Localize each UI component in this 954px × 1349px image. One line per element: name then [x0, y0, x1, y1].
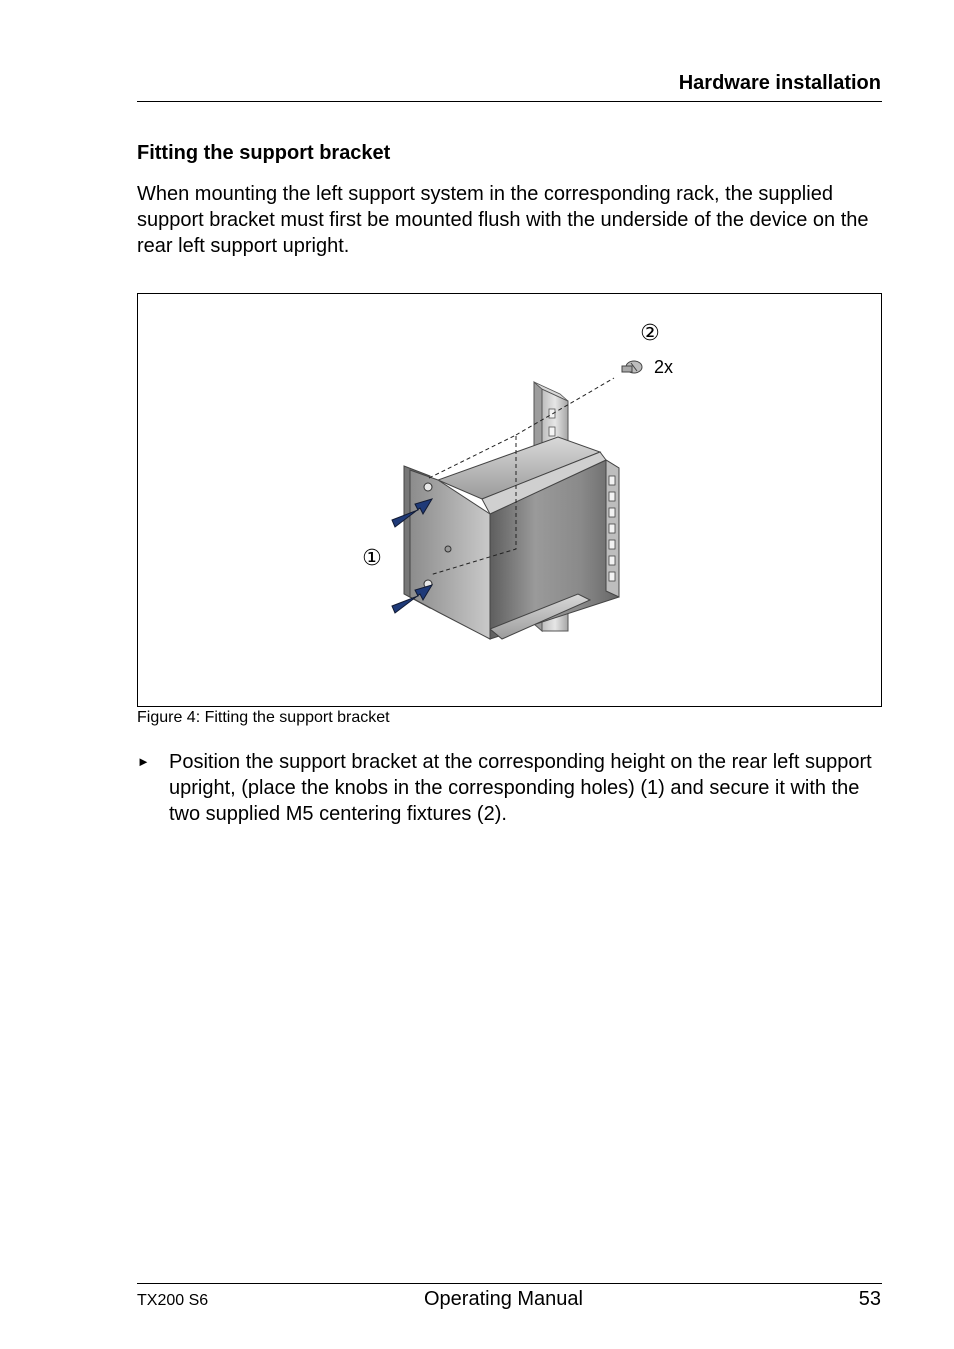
- screw-quantity-label: 2x: [654, 357, 674, 377]
- section-heading: Fitting the support bracket: [137, 142, 391, 164]
- bracket-illustration: [138, 294, 881, 706]
- callout-2: ②: [640, 321, 660, 346]
- figure-frame: [137, 293, 882, 707]
- intro-paragraph: When mounting the left support system in the corresponding rack, the supplied support bracket must first be mounted flush with the underside of the device on the rear left support upright.: [137, 183, 869, 257]
- footer-doc-type: Operating Manual: [424, 1288, 583, 1310]
- footer-rule: [137, 1283, 882, 1284]
- instruction-text: Position the support bracket at the corresponding height on the rear left support upright, (place the knobs in the corresponding holes) (1) and secure it with the two supplied M5 centering fixtures (2).: [169, 751, 872, 825]
- figure-caption: Figure 4: Fitting the support bracket: [137, 709, 390, 726]
- mounting-hole: [424, 483, 432, 491]
- footer-product: TX200 S6: [137, 1292, 209, 1309]
- bullet-arrow-icon: ►: [137, 754, 150, 769]
- header-rule: [137, 101, 882, 102]
- running-header-title: Hardware installation: [678, 72, 881, 94]
- screw-icon: [622, 361, 642, 373]
- page-number: 53: [858, 1288, 881, 1310]
- knob: [445, 546, 451, 552]
- callout-1: ①: [362, 546, 382, 571]
